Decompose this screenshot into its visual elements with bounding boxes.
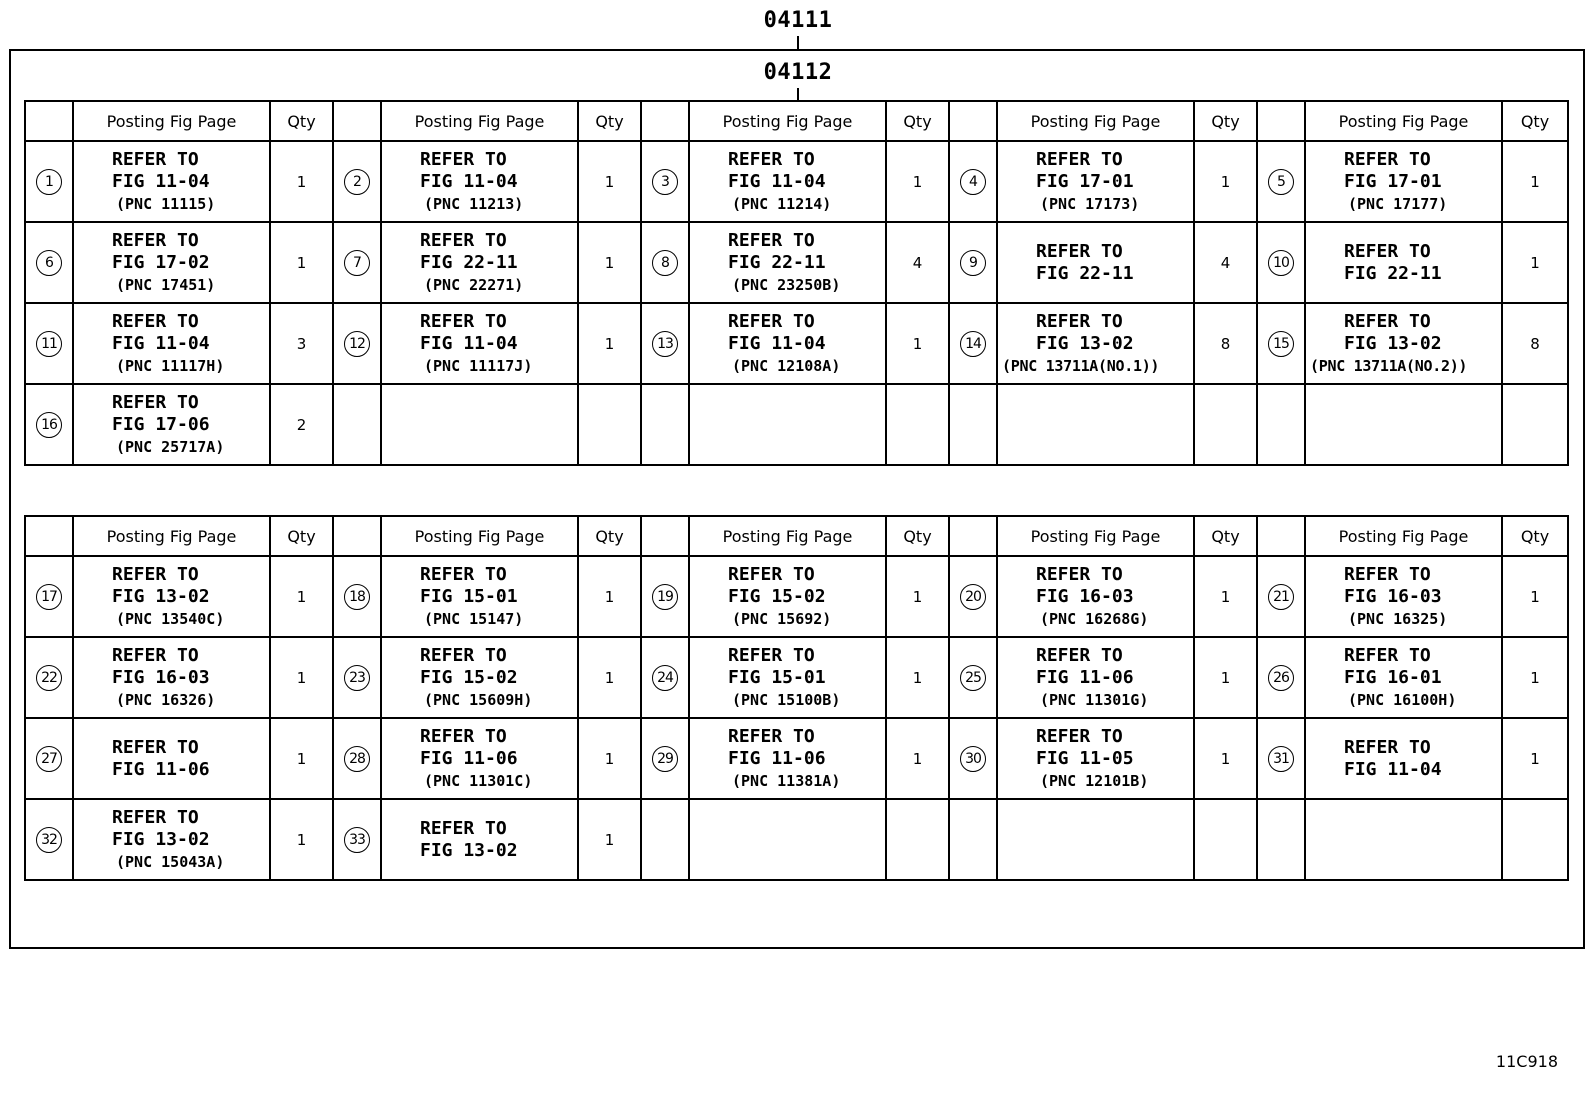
callout-number: 27: [36, 746, 62, 772]
qty-cell: 4: [1194, 222, 1257, 303]
fig-reference-cell: [381, 384, 578, 465]
callout-cell: [641, 303, 689, 384]
header-qty: Qty: [886, 101, 949, 141]
refer-to-text: REFER TO: [420, 148, 507, 170]
fig-reference-cell: [1305, 799, 1502, 880]
callout-number: 13: [652, 331, 678, 357]
callout-number: 16: [36, 412, 62, 438]
fig-reference-cell: [1305, 141, 1502, 222]
callout-cell: [949, 637, 997, 718]
pnc-number: (PNC 11115): [116, 194, 216, 213]
callout-number: 3: [652, 169, 678, 195]
callout-number: 9: [960, 250, 986, 276]
callout-cell: [1257, 799, 1305, 880]
callout-cell: [25, 384, 73, 465]
fig-number: FIG 11-04: [420, 332, 518, 354]
callout-cell: [333, 799, 381, 880]
header-blank: [1257, 516, 1305, 556]
pnc-number: (PNC 15100B): [732, 690, 841, 709]
header-posting-fig-page: Posting Fig Page: [689, 101, 886, 141]
callout-cell: [949, 303, 997, 384]
callout-number: 7: [344, 250, 370, 276]
callout-cell: [333, 222, 381, 303]
table-row: [25, 384, 1568, 465]
refer-to-text: REFER TO: [1344, 736, 1431, 758]
fig-number: FIG 11-06: [1036, 666, 1134, 688]
pnc-number: (PNC 13711A(NO.1)): [1002, 356, 1160, 375]
parts-reference-table-1: [24, 100, 1569, 466]
header-posting-fig-page: Posting Fig Page: [1305, 101, 1502, 141]
header-blank: [949, 516, 997, 556]
refer-to-text: REFER TO: [112, 310, 199, 332]
fig-number: FIG 17-02: [112, 251, 210, 273]
fig-reference-cell: [689, 303, 886, 384]
refer-to-text: REFER TO: [420, 310, 507, 332]
callout-cell: [25, 141, 73, 222]
table-row: [25, 141, 1568, 222]
fig-reference-cell: [73, 303, 270, 384]
table-row: [25, 222, 1568, 303]
fig-number: FIG 16-03: [1036, 585, 1134, 607]
callout-number: 32: [36, 827, 62, 853]
callout-cell: [641, 222, 689, 303]
pnc-number: (PNC 15043A): [116, 852, 225, 871]
fig-number: FIG 11-04: [112, 332, 210, 354]
qty-cell: 1: [1502, 222, 1568, 303]
qty-cell: [1194, 799, 1257, 880]
callout-cell: [333, 303, 381, 384]
header-posting-fig-page: Posting Fig Page: [997, 101, 1194, 141]
header-blank: [25, 516, 73, 556]
refer-to-text: REFER TO: [420, 644, 507, 666]
refer-to-text: REFER TO: [728, 310, 815, 332]
callout-cell: [949, 384, 997, 465]
pnc-number: (PNC 15147): [424, 609, 524, 628]
refer-to-text: REFER TO: [1036, 310, 1123, 332]
header-qty: Qty: [1502, 516, 1568, 556]
fig-number: FIG 15-01: [728, 666, 826, 688]
pnc-number: (PNC 12108A): [732, 356, 841, 375]
fig-reference-cell: [1305, 303, 1502, 384]
fig-number: FIG 22-11: [420, 251, 518, 273]
header-posting-fig-page: Posting Fig Page: [1305, 516, 1502, 556]
header-blank: [641, 516, 689, 556]
fig-reference-cell: [1305, 384, 1502, 465]
qty-cell: 1: [270, 222, 333, 303]
header-qty: Qty: [1194, 516, 1257, 556]
callout-number: 14: [960, 331, 986, 357]
refer-to-text: REFER TO: [420, 725, 507, 747]
callout-number: 1: [36, 169, 62, 195]
qty-cell: [1502, 799, 1568, 880]
qty-cell: 3: [270, 303, 333, 384]
qty-cell: 1: [1502, 556, 1568, 637]
fig-reference-cell: [997, 222, 1194, 303]
fig-number: FIG 11-05: [1036, 747, 1134, 769]
qty-cell: 1: [1194, 141, 1257, 222]
qty-cell: 1: [886, 556, 949, 637]
pnc-number: (PNC 23250B): [732, 275, 841, 294]
refer-to-text: REFER TO: [112, 806, 199, 828]
qty-cell: 1: [886, 303, 949, 384]
fig-reference-cell: [1305, 556, 1502, 637]
fig-number: FIG 17-06: [112, 413, 210, 435]
callout-cell: [25, 222, 73, 303]
assembly-code-inner: 04112: [763, 60, 833, 85]
qty-cell: 1: [270, 556, 333, 637]
callout-number: 29: [652, 746, 678, 772]
fig-number: FIG 15-02: [728, 585, 826, 607]
qty-cell: 8: [1194, 303, 1257, 384]
fig-number: FIG 11-04: [728, 332, 826, 354]
fig-reference-cell: [1305, 222, 1502, 303]
callout-number: 28: [344, 746, 370, 772]
refer-to-text: REFER TO: [112, 736, 199, 758]
callout-cell: [333, 141, 381, 222]
callout-number: 5: [1268, 169, 1294, 195]
qty-cell: 1: [578, 303, 641, 384]
qty-cell: 1: [886, 718, 949, 799]
callout-number: 6: [36, 250, 62, 276]
refer-to-text: REFER TO: [112, 148, 199, 170]
callout-cell: [333, 556, 381, 637]
callout-number: 19: [652, 584, 678, 610]
fig-number: FIG 15-01: [420, 585, 518, 607]
fig-number: FIG 15-02: [420, 666, 518, 688]
refer-to-text: REFER TO: [728, 229, 815, 251]
callout-number: 33: [344, 827, 370, 853]
qty-cell: 1: [578, 141, 641, 222]
fig-reference-cell: [73, 222, 270, 303]
leader-line-inner: [797, 88, 799, 100]
pnc-number: (PNC 15692): [732, 609, 832, 628]
pnc-number: (PNC 16100H): [1348, 690, 1457, 709]
fig-reference-cell: [997, 384, 1194, 465]
refer-to-text: REFER TO: [420, 817, 507, 839]
fig-reference-cell: [689, 718, 886, 799]
fig-number: FIG 11-06: [728, 747, 826, 769]
callout-number: 2: [344, 169, 370, 195]
callout-cell: [949, 718, 997, 799]
callout-number: 18: [344, 584, 370, 610]
refer-to-text: REFER TO: [420, 563, 507, 585]
header-blank: [333, 516, 381, 556]
callout-number: 23: [344, 665, 370, 691]
refer-to-text: REFER TO: [1344, 563, 1431, 585]
fig-reference-cell: [997, 141, 1194, 222]
leader-line-outer: [797, 36, 799, 50]
table-row: [25, 637, 1568, 718]
fig-reference-cell: [381, 141, 578, 222]
refer-to-text: REFER TO: [728, 725, 815, 747]
qty-cell: 1: [270, 637, 333, 718]
fig-reference-cell: [997, 556, 1194, 637]
callout-cell: [333, 718, 381, 799]
fig-number: FIG 11-04: [420, 170, 518, 192]
header-posting-fig-page: Posting Fig Page: [381, 101, 578, 141]
pnc-number: (PNC 17177): [1348, 194, 1448, 213]
fig-reference-cell: [381, 637, 578, 718]
qty-cell: [886, 799, 949, 880]
callout-number: 8: [652, 250, 678, 276]
qty-cell: 1: [578, 222, 641, 303]
fig-number: FIG 17-01: [1036, 170, 1134, 192]
fig-number: FIG 17-01: [1344, 170, 1442, 192]
callout-cell: [25, 637, 73, 718]
qty-cell: 4: [886, 222, 949, 303]
refer-to-text: REFER TO: [1036, 240, 1123, 262]
fig-reference-cell: [997, 303, 1194, 384]
fig-reference-cell: [689, 222, 886, 303]
callout-cell: [333, 637, 381, 718]
header-row: [25, 101, 1568, 141]
callout-cell: [333, 384, 381, 465]
fig-reference-cell: [381, 799, 578, 880]
callout-number: 10: [1268, 250, 1294, 276]
pnc-number: (PNC 13711A(NO.2)): [1310, 356, 1468, 375]
callout-cell: [25, 718, 73, 799]
pnc-number: (PNC 11381A): [732, 771, 841, 790]
callout-cell: [949, 799, 997, 880]
refer-to-text: REFER TO: [112, 644, 199, 666]
callout-number: 4: [960, 169, 986, 195]
header-posting-fig-page: Posting Fig Page: [73, 516, 270, 556]
callout-number: 17: [36, 584, 62, 610]
refer-to-text: REFER TO: [1036, 725, 1123, 747]
callout-number: 20: [960, 584, 986, 610]
header-blank: [25, 101, 73, 141]
callout-cell: [949, 141, 997, 222]
header-blank: [949, 101, 997, 141]
qty-cell: 1: [578, 718, 641, 799]
fig-reference-cell: [381, 556, 578, 637]
qty-cell: 1: [886, 637, 949, 718]
refer-to-text: REFER TO: [1036, 148, 1123, 170]
header-row: [25, 516, 1568, 556]
refer-to-text: REFER TO: [1036, 563, 1123, 585]
fig-reference-cell: [73, 384, 270, 465]
header-posting-fig-page: Posting Fig Page: [73, 101, 270, 141]
qty-cell: [1502, 384, 1568, 465]
qty-cell: 1: [578, 637, 641, 718]
header-qty: Qty: [270, 516, 333, 556]
pnc-number: (PNC 16268G): [1040, 609, 1149, 628]
fig-number: FIG 16-03: [112, 666, 210, 688]
callout-number: 24: [652, 665, 678, 691]
qty-cell: [886, 384, 949, 465]
fig-reference-cell: [73, 799, 270, 880]
pnc-number: (PNC 25717A): [116, 437, 225, 456]
header-posting-fig-page: Posting Fig Page: [689, 516, 886, 556]
qty-cell: 1: [578, 556, 641, 637]
pnc-number: (PNC 17173): [1040, 194, 1140, 213]
pnc-number: (PNC 17451): [116, 275, 216, 294]
qty-cell: 1: [886, 141, 949, 222]
fig-reference-cell: [689, 637, 886, 718]
refer-to-text: REFER TO: [1344, 310, 1431, 332]
callout-cell: [1257, 141, 1305, 222]
pnc-number: (PNC 22271): [424, 275, 524, 294]
header-posting-fig-page: Posting Fig Page: [997, 516, 1194, 556]
pnc-number: (PNC 16325): [1348, 609, 1448, 628]
callout-cell: [1257, 222, 1305, 303]
callout-cell: [949, 556, 997, 637]
refer-to-text: REFER TO: [420, 229, 507, 251]
callout-cell: [641, 637, 689, 718]
fig-number: FIG 16-03: [1344, 585, 1442, 607]
fig-reference-cell: [689, 384, 886, 465]
fig-number: FIG 11-06: [420, 747, 518, 769]
qty-cell: 1: [1194, 556, 1257, 637]
header-qty: Qty: [270, 101, 333, 141]
pnc-number: (PNC 12101B): [1040, 771, 1149, 790]
fig-number: FIG 22-11: [1036, 262, 1134, 284]
callout-number: 11: [36, 331, 62, 357]
fig-number: FIG 11-04: [112, 170, 210, 192]
refer-to-text: REFER TO: [1344, 148, 1431, 170]
qty-cell: 1: [270, 718, 333, 799]
refer-to-text: REFER TO: [728, 148, 815, 170]
fig-reference-cell: [73, 141, 270, 222]
qty-cell: 2: [270, 384, 333, 465]
fig-reference-cell: [1305, 718, 1502, 799]
callout-number: 31: [1268, 746, 1294, 772]
fig-number: FIG 13-02: [112, 828, 210, 850]
qty-cell: 1: [1194, 718, 1257, 799]
pnc-number: (PNC 11214): [732, 194, 832, 213]
header-qty: Qty: [1194, 101, 1257, 141]
fig-reference-cell: [73, 556, 270, 637]
qty-cell: [1194, 384, 1257, 465]
fig-number: FIG 11-06: [112, 758, 210, 780]
fig-reference-cell: [381, 222, 578, 303]
pnc-number: (PNC 13540C): [116, 609, 225, 628]
header-qty: Qty: [886, 516, 949, 556]
refer-to-text: REFER TO: [728, 563, 815, 585]
fig-reference-cell: [381, 718, 578, 799]
fig-reference-cell: [997, 718, 1194, 799]
callout-cell: [641, 718, 689, 799]
fig-number: FIG 13-02: [1344, 332, 1442, 354]
parts-reference-table-2: [24, 515, 1569, 881]
fig-reference-cell: [689, 799, 886, 880]
qty-cell: 1: [1194, 637, 1257, 718]
fig-reference-cell: [73, 637, 270, 718]
qty-cell: 1: [270, 141, 333, 222]
callout-cell: [641, 141, 689, 222]
qty-cell: 8: [1502, 303, 1568, 384]
fig-number: FIG 13-02: [420, 839, 518, 861]
header-blank: [641, 101, 689, 141]
header-blank: [1257, 101, 1305, 141]
fig-reference-cell: [381, 303, 578, 384]
figure-code: 11C918: [1495, 1052, 1558, 1071]
fig-reference-cell: [73, 718, 270, 799]
refer-to-text: REFER TO: [112, 391, 199, 413]
callout-cell: [1257, 556, 1305, 637]
fig-reference-cell: [689, 141, 886, 222]
qty-cell: [578, 384, 641, 465]
header-qty: Qty: [1502, 101, 1568, 141]
callout-number: 22: [36, 665, 62, 691]
table-row: [25, 303, 1568, 384]
fig-number: FIG 16-01: [1344, 666, 1442, 688]
refer-to-text: REFER TO: [1344, 240, 1431, 262]
refer-to-text: REFER TO: [112, 229, 199, 251]
refer-to-text: REFER TO: [728, 644, 815, 666]
fig-reference-cell: [1305, 637, 1502, 718]
callout-number: 21: [1268, 584, 1294, 610]
callout-cell: [1257, 637, 1305, 718]
callout-cell: [25, 799, 73, 880]
refer-to-text: REFER TO: [1344, 644, 1431, 666]
fig-number: FIG 11-04: [1344, 758, 1442, 780]
fig-number: FIG 11-04: [728, 170, 826, 192]
callout-cell: [25, 556, 73, 637]
header-qty: Qty: [578, 101, 641, 141]
fig-number: FIG 13-02: [1036, 332, 1134, 354]
qty-cell: 1: [1502, 141, 1568, 222]
pnc-number: (PNC 11301C): [424, 771, 533, 790]
fig-reference-cell: [997, 799, 1194, 880]
refer-to-text: REFER TO: [1036, 644, 1123, 666]
callout-cell: [1257, 303, 1305, 384]
pnc-number: (PNC 11117H): [116, 356, 225, 375]
callout-cell: [1257, 384, 1305, 465]
header-qty: Qty: [578, 516, 641, 556]
qty-cell: 1: [270, 799, 333, 880]
qty-cell: 1: [578, 799, 641, 880]
refer-to-text: REFER TO: [112, 563, 199, 585]
pnc-number: (PNC 11213): [424, 194, 524, 213]
qty-cell: 1: [1502, 637, 1568, 718]
fig-number: FIG 13-02: [112, 585, 210, 607]
table-row: [25, 799, 1568, 880]
callout-number: 25: [960, 665, 986, 691]
qty-cell: 1: [1502, 718, 1568, 799]
callout-cell: [641, 384, 689, 465]
callout-cell: [641, 556, 689, 637]
fig-reference-cell: [997, 637, 1194, 718]
callout-cell: [641, 799, 689, 880]
pnc-number: (PNC 15609H): [424, 690, 533, 709]
table-row: [25, 718, 1568, 799]
header-blank: [333, 101, 381, 141]
callout-cell: [949, 222, 997, 303]
callout-cell: [25, 303, 73, 384]
table-row: [25, 556, 1568, 637]
fig-number: FIG 22-11: [728, 251, 826, 273]
fig-reference-cell: [689, 556, 886, 637]
pnc-number: (PNC 11117J): [424, 356, 533, 375]
header-posting-fig-page: Posting Fig Page: [381, 516, 578, 556]
pnc-number: (PNC 11301G): [1040, 690, 1149, 709]
callout-cell: [1257, 718, 1305, 799]
assembly-code-outer: 04111: [763, 8, 833, 33]
pnc-number: (PNC 16326): [116, 690, 216, 709]
callout-number: 15: [1268, 331, 1294, 357]
fig-number: FIG 22-11: [1344, 262, 1442, 284]
callout-number: 12: [344, 331, 370, 357]
callout-number: 30: [960, 746, 986, 772]
callout-number: 26: [1268, 665, 1294, 691]
